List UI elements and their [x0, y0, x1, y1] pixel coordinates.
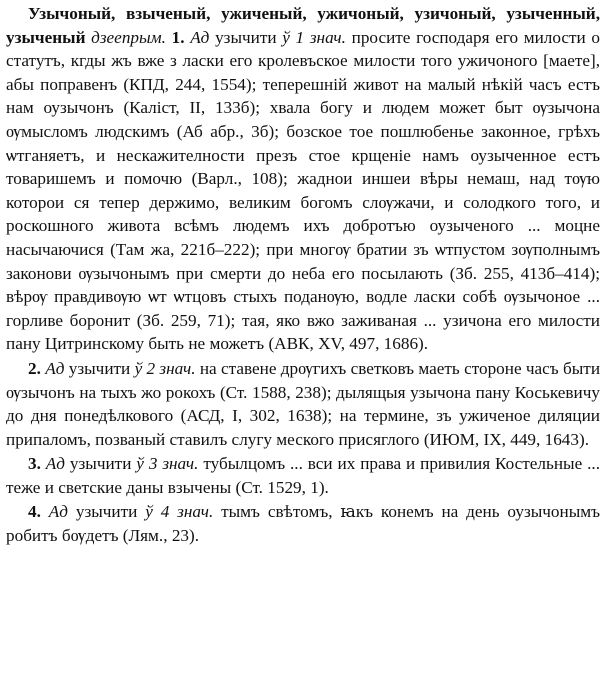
sense-citations: просите господаря его милости о статутъ, кгды жъ вже з ласки его кролевъское милости того ужичоного [маете], абы поправенъ (КПД, 244, 1554); теперешній живот на малый нѣкій часъ естъ нам оузычонъ (Каліст, II, 133б); хвала богу и людем может быт ѹзычона ѹмысломъ людскимъ (Аб абр., 3б); бозское тое пошлюбенье законное, грѣхъ ѡтганяетъ, и нескажителности презъ стое крщеніе намъ оузыченное естъ товаришемъ и помочю (Варл., 108); жаднои иншеи вѣры немаш, над тѹю которои ся тепер держимо, великим богомъ слѹжачи, и солодкого того, и роскошного живота всѣмъ людемъ ихъ добротъю оузыченого ... моцне насычаючися (Там жа, 221б–222); при многѹ братии зъ ѡтпустом зѹполнымъ законови ѹзычонымъ при смерти до неба его посылають (Зб. 255, 413б–414); вѣрѹ правдивѹю ѡт ѡтцовъ стыхъ поданѹю, водле ласки собѣ ѹзычоное ... горливе боронит (Зб. 259, 71); тая, яко вжо заживаная ... узичона его милости пану Цитринскому быть не можетъ (АВК, XV, 497, 1686). [6, 27, 601, 354]
sense-citations: тубылцомъ ... вси их права и привилия Костельные ... теже и светские даны взычены (Ст. 1529, 1). [6, 454, 601, 497]
sense-phrase: Ад [190, 27, 210, 47]
sense-phrase: Ад [45, 358, 65, 378]
sense-number: 3. [28, 454, 41, 474]
sense-citations: тымъ свѣтомъ, ꙗкъ конемъ на день оузычонымъ робитъ бѹдетъ (Лям., 23). [6, 502, 601, 546]
sense-number: 2. [28, 358, 41, 378]
sense-phrase: Ад [45, 454, 65, 474]
sense-reference: ў 1 знач. [282, 27, 346, 47]
sense-reference: ў 3 знач. [136, 454, 199, 474]
sense-verb: узычити [68, 358, 131, 378]
sense-reference: ў 2 знач. [134, 358, 196, 378]
sense-verb: узычити [215, 27, 277, 47]
sense-number: 1. [171, 27, 185, 47]
dictionary-entry-sense-4 [6, 500, 600, 547]
dictionary-entry-sense-3 [6, 452, 600, 499]
dictionary-entry-sense-2 [6, 357, 600, 451]
sense-verb: узычити [69, 454, 132, 474]
headword: Узычоный, взыченый, ужиченый, ужичоный, узичоный, узыченный, узыченый [6, 4, 600, 47]
dictionary-entry-sense-1 [6, 2, 600, 356]
sense-phrase: Ад [48, 502, 68, 522]
sense-reference: ў 4 знач. [145, 502, 214, 522]
sense-citations: на ставене дрѹгихъ светковъ маеть стороне часъ быти ѹзычонъ на тыхъ жо рокохъ (Ст. 1588, 238); дылящыя узычона пану Коськевичу до дня понедѣлкового (АСД, I, 302, 1638); на термине, зъ ужиченое диляции припаломъ, позваный ставилъ слугу меского присяглого (ИЮМ, IX, 449, 1643). [6, 358, 601, 449]
sense-verb: узычити [75, 502, 138, 522]
sense-number: 4. [28, 502, 41, 522]
part-of-speech: дзеепрым. [91, 27, 166, 47]
